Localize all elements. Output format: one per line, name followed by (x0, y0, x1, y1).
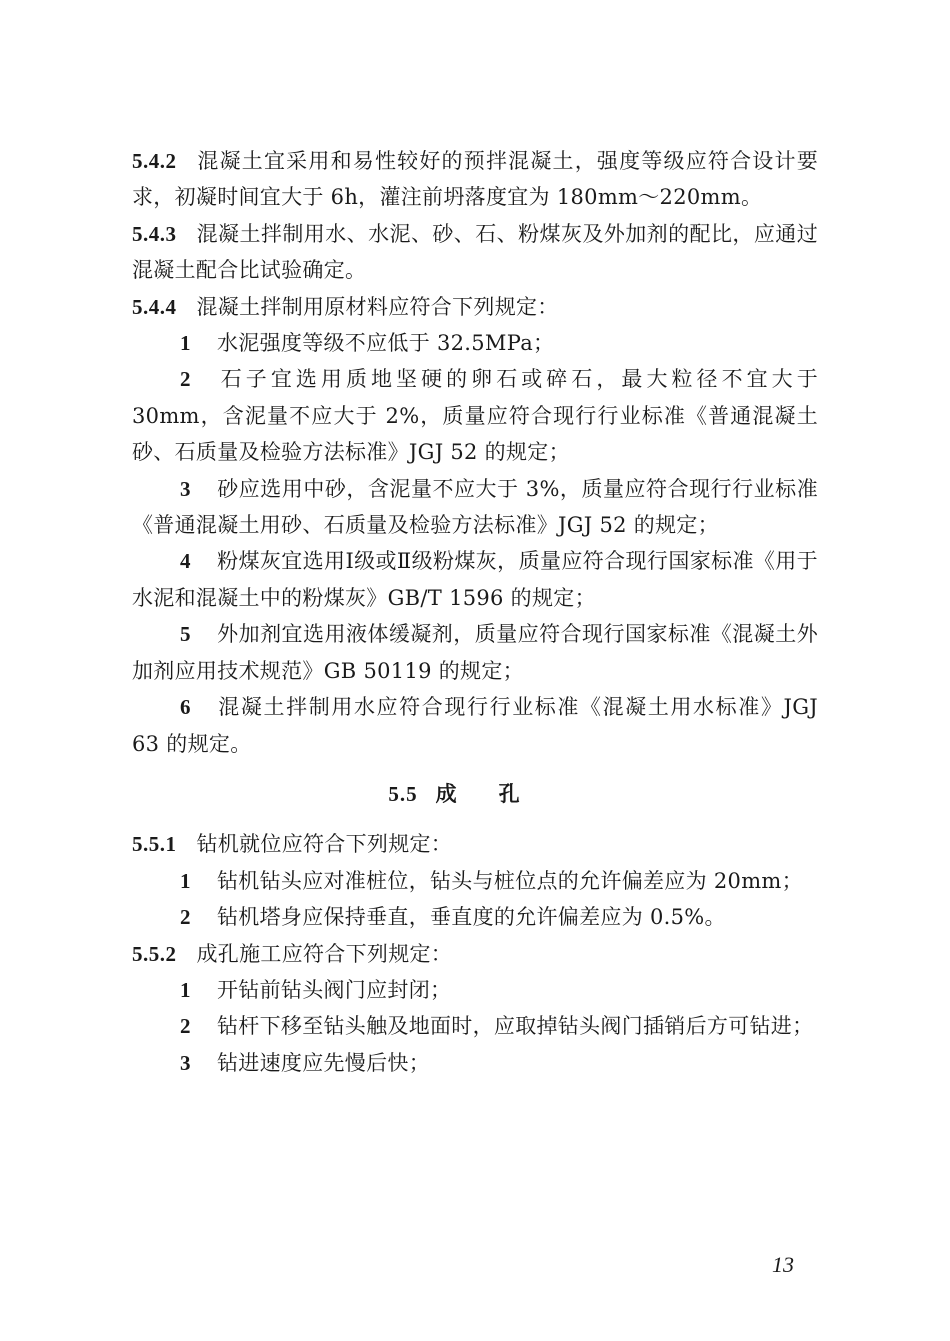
list-item (132, 863, 818, 899)
item-number: 2 (180, 367, 191, 392)
clause-5-4-4 (132, 289, 818, 325)
list-item (132, 325, 818, 361)
item-text: 粉煤灰宜选用Ⅰ级或Ⅱ级粉煤灰，质量应符合现行国家标准《用于水泥和混凝土中的粉煤灰》GB/T 1596 的规定； (132, 549, 818, 610)
item-text: 钻机塔身应保持垂直，垂直度的允许偏差应为 0.5%。 (217, 905, 726, 930)
item-number: 1 (180, 977, 191, 1002)
page-number: 13 (772, 1252, 794, 1277)
item-text: 外加剂宜选用液体缓凝剂，质量应符合现行国家标准《混凝土外加剂应用技术规范》GB 50119 的规定； (132, 622, 818, 683)
clause-text: 钻机就位应符合下列规定： (196, 832, 453, 857)
item-number: 3 (180, 476, 191, 501)
clause-number: 5.4.3 (132, 221, 177, 246)
list-item (132, 1008, 818, 1044)
item-text: 钻机钻头应对准桩位，钻头与桩位点的允许偏差应为 20mm； (217, 868, 803, 893)
item-number: 1 (180, 868, 191, 893)
clause-text: 成孔施工应符合下列规定： (196, 941, 453, 966)
clause-number: 5.5.1 (132, 832, 177, 857)
item-number: 4 (180, 549, 191, 574)
clause-number: 5.4.4 (132, 294, 177, 319)
item-number: 6 (180, 695, 191, 720)
item-text: 钻进速度应先慢后快； (217, 1050, 430, 1075)
list-item (132, 972, 818, 1008)
list-item (132, 616, 818, 689)
clause-text: 混凝土宜采用和易性较好的预拌混凝土，强度等级应符合设计要求，初凝时间宜大于 6h，灌注前坍落度宜为 180mm～220mm。 (132, 149, 818, 210)
item-number: 2 (180, 1014, 191, 1039)
list-item (132, 899, 818, 935)
section-number: 5.5 (388, 781, 418, 806)
clause-5-5-1 (132, 826, 818, 862)
clause-5-5-2 (132, 936, 818, 972)
item-text: 石子宜选用质地坚硬的卵石或碎石，最大粒径不宜大于 30mm，含泥量不应大于 2%，质量应符合现行行业标准《普通混凝土砂、石质量及检验方法标准》JGJ 52 的规定； (132, 367, 818, 465)
item-text: 砂应选用中砂，含泥量不应大于 3%，质量应符合现行行业标准《普通混凝土用砂、石质量及检验方法标准》JGJ 52 的规定； (132, 476, 818, 538)
item-text: 开钻前钻头阀门应封闭； (217, 977, 452, 1002)
item-text: 混凝土拌制用水应符合现行行业标准《混凝土用水标准》JGJ 63 的规定。 (132, 695, 818, 756)
list-item (132, 543, 818, 616)
clause-number: 5.5.2 (132, 941, 177, 966)
clause-5-4-3 (132, 216, 818, 289)
section-title: 成孔 (435, 780, 562, 806)
item-number: 2 (180, 905, 191, 930)
page-content (132, 143, 818, 1081)
list-item (132, 361, 818, 470)
section-heading (132, 776, 818, 812)
item-text: 钻杆下移至钻头触及地面时，应取掉钻头阀门插销后方可钻进； (217, 1014, 814, 1039)
list-item (132, 689, 818, 762)
list-item (132, 471, 818, 544)
clause-number: 5.4.2 (132, 149, 177, 173)
list-item (132, 1045, 818, 1081)
item-number: 5 (180, 622, 191, 647)
item-number: 3 (180, 1050, 191, 1075)
item-number: 1 (180, 331, 191, 356)
clause-text: 混凝土拌制用水、水泥、砂、石、粉煤灰及外加剂的配比，应通过混凝土配合比试验确定。 (132, 221, 818, 283)
clause-5-4-2 (132, 143, 818, 216)
item-text: 水泥强度等级不应低于 32.5MPa； (217, 331, 555, 356)
clause-text: 混凝土拌制用原材料应符合下列规定： (196, 294, 559, 319)
